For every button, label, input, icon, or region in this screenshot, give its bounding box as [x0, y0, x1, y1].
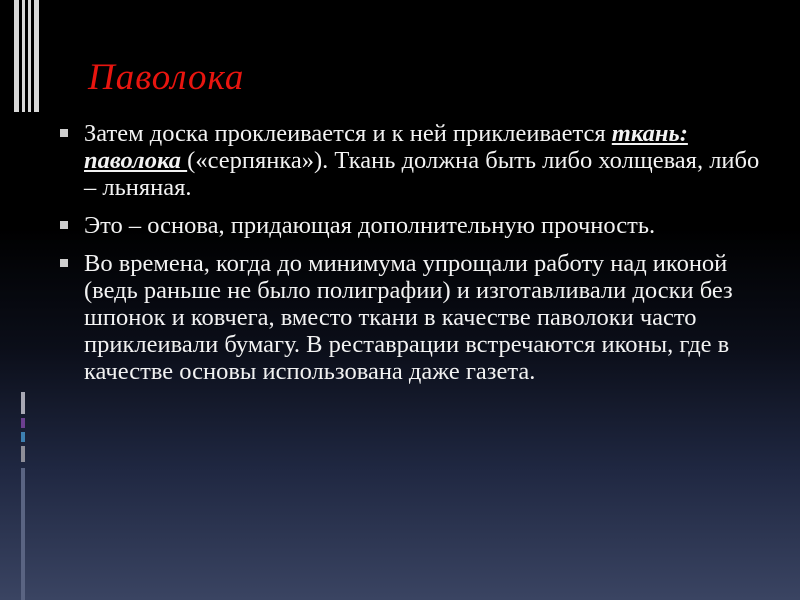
- bullet-item: [60, 120, 760, 201]
- decorative-bar: [34, 0, 39, 112]
- square-bullet-icon: [60, 259, 68, 267]
- slide-title: Паволока: [88, 57, 245, 98]
- bullet-item: [60, 212, 760, 239]
- decorative-segment: [21, 418, 25, 428]
- bullet-text: Во времена, когда до минимума упрощали работу над иконой (ведь раньше не было полиграфии) и изготавливали доски без шпонок и ковчега, вместо ткани в качестве паволоки часто приклеивали бумагу. В реставрации встречаются иконы, где в качестве основы использована даже газета.: [84, 250, 733, 385]
- decorative-bar: [28, 0, 31, 112]
- bullet-list: [60, 120, 760, 396]
- decorative-bars-bottom: [14, 392, 40, 600]
- decorative-segment: [21, 392, 25, 414]
- bullet-item: [60, 250, 760, 385]
- decorative-bars-top: [14, 0, 40, 112]
- square-bullet-icon: [60, 221, 68, 229]
- decorative-segment: [21, 432, 25, 442]
- bullet-text-intro: Затем доска проклеивается и к ней приклеивается: [84, 120, 612, 147]
- bullet-text-rest: («серпянка»). Ткань должна быть либо холщевая, либо – льняная.: [84, 147, 760, 201]
- bullet-text-emphasis: ткань: паволока: [84, 120, 688, 174]
- decorative-segment: [21, 468, 25, 600]
- decorative-bar: [14, 0, 19, 112]
- decorative-bar: [22, 0, 25, 112]
- decorative-segment: [21, 446, 25, 462]
- square-bullet-icon: [60, 129, 68, 137]
- bullet-text: Это – основа, придающая дополнительную прочность.: [84, 212, 656, 239]
